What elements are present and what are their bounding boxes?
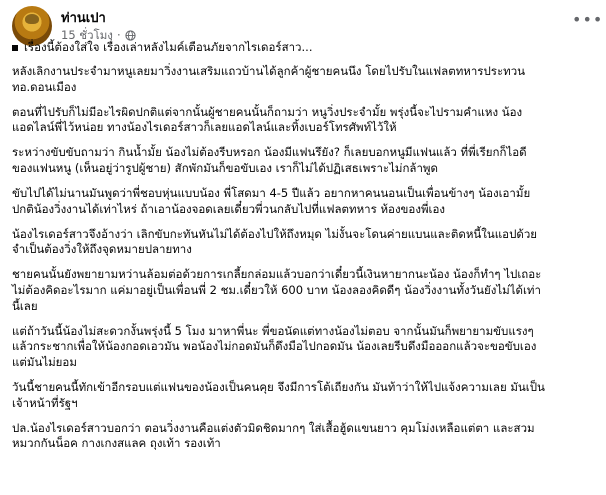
author-name[interactable]: ท่านเปา bbox=[61, 10, 106, 26]
post-time[interactable]: 15 ชั่วโมง bbox=[61, 27, 113, 42]
post-body bbox=[12, 40, 600, 461]
post-paragraph: หลังเลิกงานประจำมาหนูเลยมาวิ่งงานเสริมแถวบ้านได้ลูกค้าผู้ชายคนนึง โดยไปรับในแฟลตทหารประทวน ทอ.ดอนเมือง bbox=[12, 64, 526, 94]
globe-icon bbox=[125, 29, 136, 40]
post-paragraph: วันนี้ชายคนนี้ทักเข้าอีกรอบแต่แฟนของน้องเป็นคนคุย จึงมีการโต้เถียงกัน มันท้าว่าให้ไปแจ้งความเลย มันเป็น เจ้าหน้าที่รัฐฯ bbox=[12, 380, 545, 410]
post-paragraph: ปล.น้องไรเดอร์สาวบอกว่า ตอนวิ่งงานคือแต่งตัวมิดชิดมากๆ ใส่เสื้อฮู้ดแขนยาว คุมโม่งเหลือแต่ตา และสวม หมวกกันน็อค กางเกงสแลค ถุงเท้า รองเท้า bbox=[12, 420, 535, 451]
intro-text: เรื่องนี้ต้องใส่ใจ เรื่องเล่าหลังไมค์เตือนภัยจากไรเดอร์สาว... bbox=[24, 40, 313, 54]
post-meta bbox=[61, 10, 136, 43]
more-options-icon[interactable]: ••• bbox=[572, 10, 604, 29]
post-paragraph: ชายคนนั้นยังพยายามหว่านล้อมต่อด้วยการเกลี้ยกล่อมแล้วบอกว่าเดี๋ยวนี้เงินหายากนะน้อง น้องก็ทำๆ ไปเถอะ ไม่ต้องคิดอะไรมาก แค่มาอยู่เป็นเพื่อนพี่ 2 ชม.เดี๋ยวให้ 600 บาท น้องลองคิดดีๆ น้องวิ่งงานทั้งวันยังไม่ได้เท่า นี้เลย bbox=[12, 267, 542, 313]
post-paragraph: ขับไปได้ไม่นานมันพูดว่าพี่ชอบหุ่นแบบน้อง พี่โสดมา 4-5 ปีแล้ว อยากหาคนนอนเป็นเพื่อนข้างๆ น้องเอามั้ย ปกติน้องวิ่งงานได้เท่าไหร่ ถ้าเอาน้องจอดเลยเดี๋ยวพี่วนกลับไปที่แฟลตทหาร ห้องของพี่เอง bbox=[12, 186, 531, 216]
post-paragraph: ระหว่างขับขับถามว่า กินน้ำมั้ย น้องไม่ต้องรีบหรอก น้องมีแฟนรึยัง? ก็เลยบอกหนูมีแฟนแล้ว ที่พี่เรียกก็ไอดี ของแฟนหนู (เห็นอยู่ว่ารูปผู้ชาย) สักพักมันก็ขอขับเอง เราก็ไม่ได้ปฏิเสธเพราะไม่กล้าพูด bbox=[12, 145, 527, 175]
bullet-square-icon bbox=[12, 45, 18, 51]
separator-dot: · bbox=[116, 27, 121, 42]
post-paragraph: แต่ถ้าวันนี้น้องไม่สะดวกงั้นพรุ่งนี้ 5 โมง มาหาพี่นะ พี่ขอนัดแต่ทางน้องไม่ตอบ จากนั้นมันก็พยายามขับแรงๆ แล้วกระชากเพื่อให้น้องกอดเอวมัน พอน้องไม่กอดมันก็ดึงมือไปกอดมัน น้องเลยรีบดึงมือออกแล้วจะขอขับเอง แต่มันไม่ยอม bbox=[12, 323, 537, 369]
post-intro bbox=[12, 40, 600, 55]
post-paragraph: ตอนที่ไปรับก็ไม่มีอะไรผิดปกติแต่จากนั้นผู้ชายคนนั้นก็ถามว่า หนูวิ่งประจำมั้ย พรุ่งนี้จะไปรามคำแหง น้อง แอดไลน์พี่ไว้หน่อย ทางน้องไรเดอร์สาวก็เลยแอดไลน์และทิ้งเบอร์โทรศัพท์ไว้ให้ bbox=[12, 104, 523, 135]
post-paragraph: น้องไรเดอร์สาวจึงอ้างว่า เลิกขับกะทันหันไม่ได้ต้องไปให้ถึงหมุด ไม่งั้นจะโดนค่ายแบนและติดหนี้ในแอปด้วย จำเป็นต้องวิ่งให้ถึงจุดหมายปลายทาง bbox=[12, 226, 538, 257]
